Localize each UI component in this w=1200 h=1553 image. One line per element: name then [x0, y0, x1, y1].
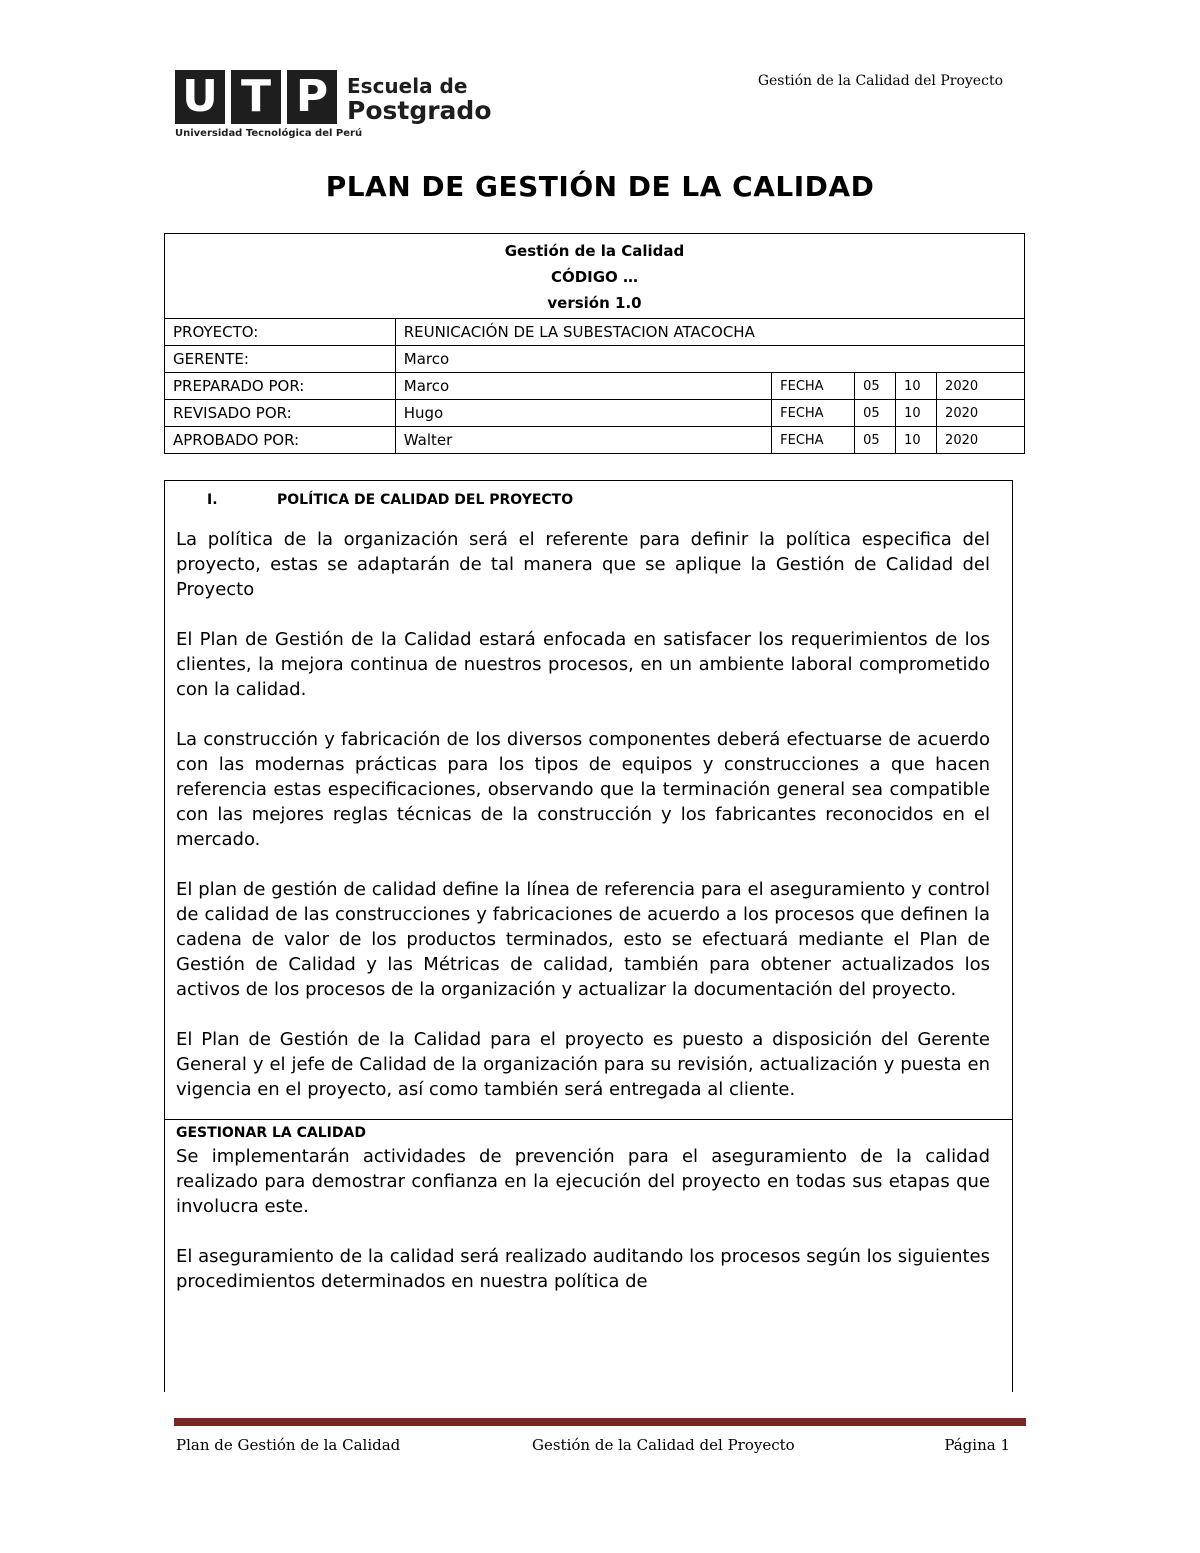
paragraph: El aseguramiento de la calidad será realizado auditando los procesos según los siguientes procedimientos determinados en nuestra política de	[176, 1246, 990, 1292]
document-title: PLAN DE GESTIÓN DE LA CALIDAD	[325, 170, 875, 203]
footer-left: Plan de Gestión de la Calidad	[176, 1436, 401, 1454]
aprobado-value: Walter	[395, 427, 771, 454]
preparado-label: PREPARADO POR:	[165, 373, 396, 400]
fecha-label: FECHA	[772, 427, 855, 454]
info-table	[164, 233, 1025, 454]
logo-letter-u: U	[175, 70, 225, 124]
footer-middle: Gestión de la Calidad del Proyecto	[532, 1436, 795, 1454]
paragraph: El Plan de Gestión de la Calidad para el proyecto es puesto a disposición del Gerente General y el jefe de Calidad de la organización para su revisión, actualización y puesta en vigencia en el proyecto, así como también será entregada al cliente.	[176, 1029, 990, 1100]
paragraph: Se implementarán actividades de prevención para el aseguramiento de la calidad realizado para demostrar confianza en la ejecución del proyecto en todas sus etapas que involucra este.	[176, 1146, 990, 1217]
proyecto-label: PROYECTO:	[165, 319, 396, 346]
proyecto-value: REUNICACIÓN DE LA SUBESTACION ATACOCHA	[395, 319, 1024, 346]
revisado-label: REVISADO POR:	[165, 400, 396, 427]
utp-logo	[175, 70, 492, 146]
logo-letter-p: P	[287, 70, 337, 124]
section-politica	[165, 487, 1012, 1102]
content-box	[164, 480, 1013, 1392]
footer-divider	[174, 1418, 1026, 1426]
header-area-name: Gestión de la Calidad	[504, 242, 685, 260]
fecha-label: FECHA	[772, 373, 855, 400]
paragraph: El Plan de Gestión de la Calidad estará enfocada en satisfacer los requerimientos de los clientes, la mejora continua de nuestros procesos, en un ambiente laboral comprometido con la calidad.	[176, 629, 990, 700]
logo-letter-t: T	[231, 70, 281, 124]
info-table-header	[165, 234, 1025, 319]
info-table-header-row	[165, 234, 1025, 319]
footer-page-number: Página 1	[944, 1436, 1010, 1454]
aprobado-label: APROBADO POR:	[165, 427, 396, 454]
fecha-label: FECHA	[772, 400, 855, 427]
paragraph: La construcción y fabricación de los diversos componentes deberá efectuarse de acuerdo con las modernas prácticas para los tipos de equipos y construcciones a que hacen referencia estas especificaciones, observando que la terminación general sea compatible con las mejores reglas técnicas de la construcción y los fabricantes reconocidos en el mercado.	[176, 729, 990, 850]
header-code: CÓDIGO …	[550, 268, 639, 286]
gerente-value: Marco	[395, 346, 1024, 373]
table-row	[165, 427, 1025, 454]
paragraph: La política de la organización será el referente para definir la política especifica del proyecto, estas se adaptarán de tal manera que se aplique la Gestión de Calidad del Proyecto	[176, 529, 990, 600]
fecha-day: 05	[855, 427, 896, 454]
fecha-year: 2020	[937, 373, 1025, 400]
fecha-year: 2020	[937, 400, 1025, 427]
section-gestionar	[165, 1119, 1012, 1294]
fecha-month: 10	[896, 373, 937, 400]
gerente-label: GERENTE:	[165, 346, 396, 373]
table-row	[165, 400, 1025, 427]
paragraph: El plan de gestión de calidad define la línea de referencia para el aseguramiento y control de calidad de las construcciones y fabricaciones de acuerdo a los procesos que definen la cadena de valor de los productos terminados, esto se efectuará mediante el Plan de Gestión de Calidad y las Métricas de calidad, también para obtener actualizados los activos de los procesos de la organización y actualizar la documentación del proyecto.	[176, 879, 990, 1000]
preparado-value: Marco	[395, 373, 771, 400]
logo-school-line2: Postgrado	[347, 96, 492, 125]
fecha-month: 10	[896, 400, 937, 427]
fecha-month: 10	[896, 427, 937, 454]
fecha-day: 05	[855, 373, 896, 400]
running-header: Gestión de la Calidad del Proyecto	[757, 73, 1003, 89]
revisado-value: Hugo	[395, 400, 771, 427]
fecha-year: 2020	[937, 427, 1025, 454]
table-row	[165, 346, 1025, 373]
logo-university-name: Universidad Tecnológica del Perú	[175, 128, 363, 139]
table-row	[165, 373, 1025, 400]
table-row	[165, 319, 1025, 346]
section-title: POLÍTICA DE CALIDAD DEL PROYECTO	[277, 492, 574, 508]
logo-school-line1: Escuela de	[347, 74, 468, 98]
fecha-day: 05	[855, 400, 896, 427]
section-heading	[165, 487, 1012, 513]
section-title: GESTIONAR LA CALIDAD	[176, 1125, 366, 1141]
header-version: versión 1.0	[547, 294, 642, 312]
section-number: I.	[207, 492, 218, 508]
